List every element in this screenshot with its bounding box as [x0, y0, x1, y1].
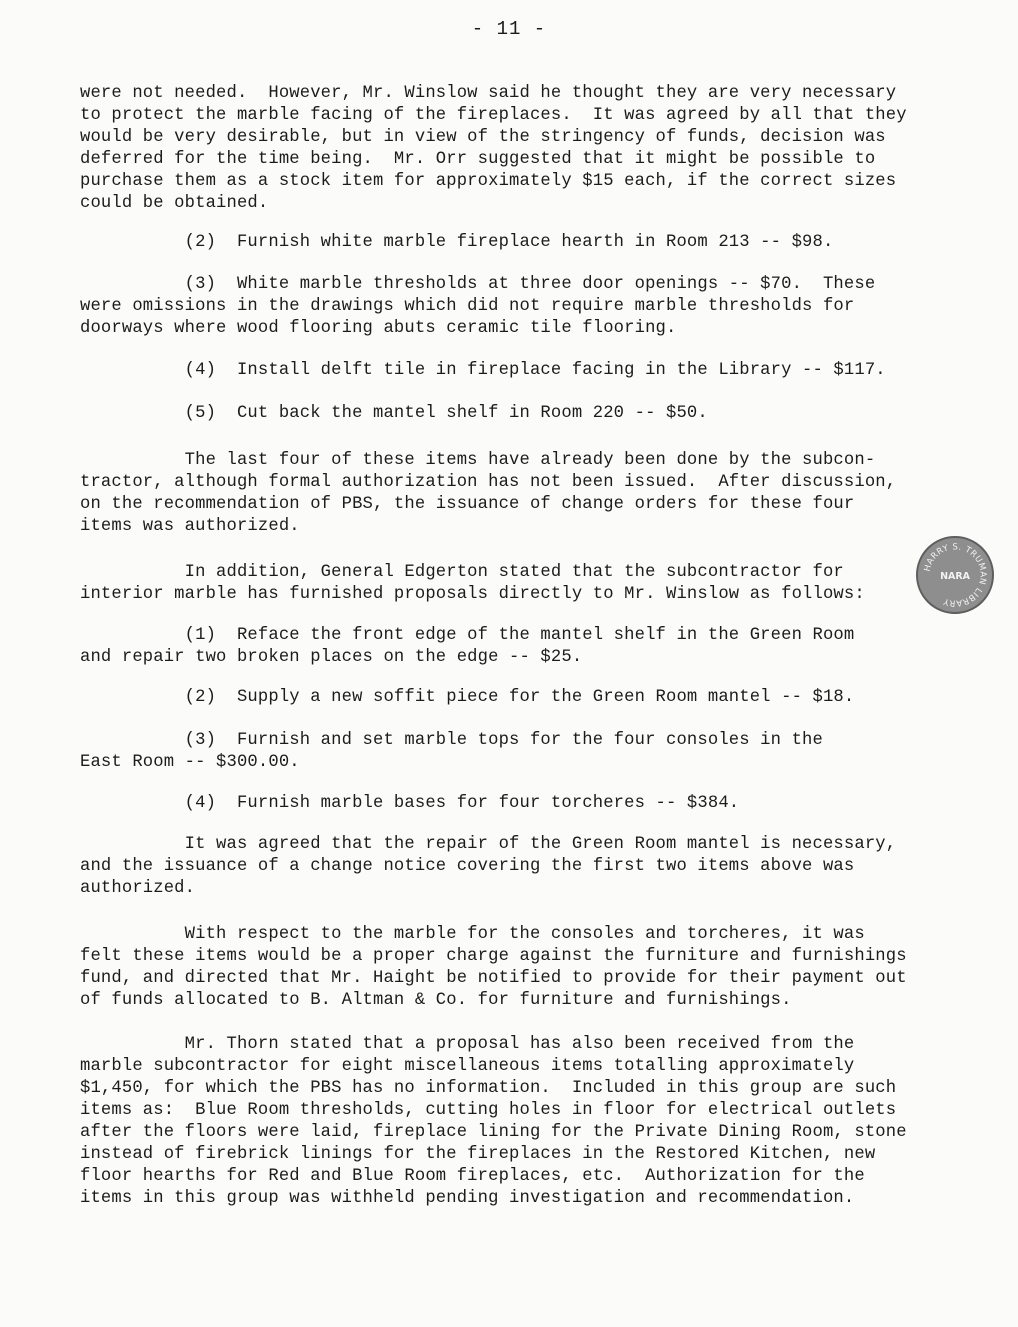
text-line: The last four of these items have already been done by the subcon-	[80, 451, 876, 470]
text-line: felt these items would be a proper charge against the furniture and furnishings	[80, 947, 907, 966]
text-line: interior marble has furnished proposals directly to Mr. Winslow as follows:	[80, 585, 865, 604]
text-line: $1,450, for which the PBS has no information. Included in this group are such	[80, 1079, 897, 1098]
text-line: fund, and directed that Mr. Haight be notified to provide for their payment out	[80, 969, 907, 988]
text-line: items as: Blue Room thresholds, cutting holes in floor for electrical outlets	[80, 1101, 897, 1120]
text-line: (2) Supply a new soffit piece for the Green Room mantel -- $18.	[80, 688, 855, 707]
text-line: purchase them as a stock item for approximately $15 each, if the correct sizes	[80, 172, 897, 191]
text-line: (3) Furnish and set marble tops for the four consoles in the	[80, 731, 823, 750]
text-line: It was agreed that the repair of the Green Room mantel is necessary,	[80, 835, 897, 854]
text-line: (5) Cut back the mantel shelf in Room 220 -- $50.	[80, 404, 708, 423]
text-line: items was authorized.	[80, 517, 300, 536]
archive-stamp-graphic	[918, 538, 992, 612]
text-line: (4) Install delft tile in fireplace facing in the Library -- $117.	[80, 361, 886, 380]
stamp-outer-text: HARRY S. TRUMAN LIBRARY	[922, 542, 988, 608]
text-line: (2) Furnish white marble fireplace hearth in Room 213 -- $98.	[80, 233, 834, 252]
text-line: instead of firebrick linings for the fireplaces in the Restored Kitchen, new	[80, 1145, 876, 1164]
text-line: Mr. Thorn stated that a proposal has also been received from the	[80, 1035, 855, 1054]
text-line: doorways where wood flooring abuts ceramic tile flooring.	[80, 319, 677, 338]
text-line: would be very desirable, but in view of the stringency of funds, decision was	[80, 128, 886, 147]
text-line: (1) Reface the front edge of the mantel shelf in the Green Room	[80, 626, 855, 645]
text-line: (3) White marble thresholds at three door openings -- $70. These	[80, 275, 876, 294]
text-line: and the issuance of a change notice covering the first two items above was	[80, 857, 855, 876]
text-line: deferred for the time being. Mr. Orr suggested that it might be possible to	[80, 150, 876, 169]
page-number: - 11 -	[471, 18, 547, 40]
text-line: and repair two broken places on the edge -- $25.	[80, 648, 583, 667]
text-line: With respect to the marble for the consoles and torcheres, it was	[80, 925, 865, 944]
text-line: East Room -- $300.00.	[80, 753, 300, 772]
stamp-center-text: NARA	[940, 570, 970, 582]
text-line: marble subcontractor for eight miscellaneous items totalling approximately	[80, 1057, 855, 1076]
text-line: (4) Furnish marble bases for four torcheres -- $384.	[80, 794, 740, 813]
text-line: tractor, although formal authorization has not been issued. After discussion,	[80, 473, 897, 492]
archive-stamp	[916, 536, 994, 614]
text-line: items in this group was withheld pending investigation and recommendation.	[80, 1189, 855, 1208]
text-line: In addition, General Edgerton stated that the subcontractor for	[80, 563, 844, 582]
text-line: were not needed. However, Mr. Winslow said he thought they are very necessary	[80, 84, 897, 103]
text-line: of funds allocated to B. Altman & Co. for furniture and furnishings.	[80, 991, 792, 1010]
text-line: were omissions in the drawings which did not require marble thresholds for	[80, 297, 855, 316]
text-line: to protect the marble facing of the fireplaces. It was agreed by all that they	[80, 106, 907, 125]
text-line: authorized.	[80, 879, 196, 898]
text-line: floor hearths for Red and Blue Room fireplaces, etc. Authorization for the	[80, 1167, 865, 1186]
text-line: could be obtained.	[80, 194, 269, 213]
text-line: after the floors were laid, fireplace lining for the Private Dining Room, stone	[80, 1123, 907, 1142]
text-line: on the recommendation of PBS, the issuance of change orders for these four	[80, 495, 855, 514]
